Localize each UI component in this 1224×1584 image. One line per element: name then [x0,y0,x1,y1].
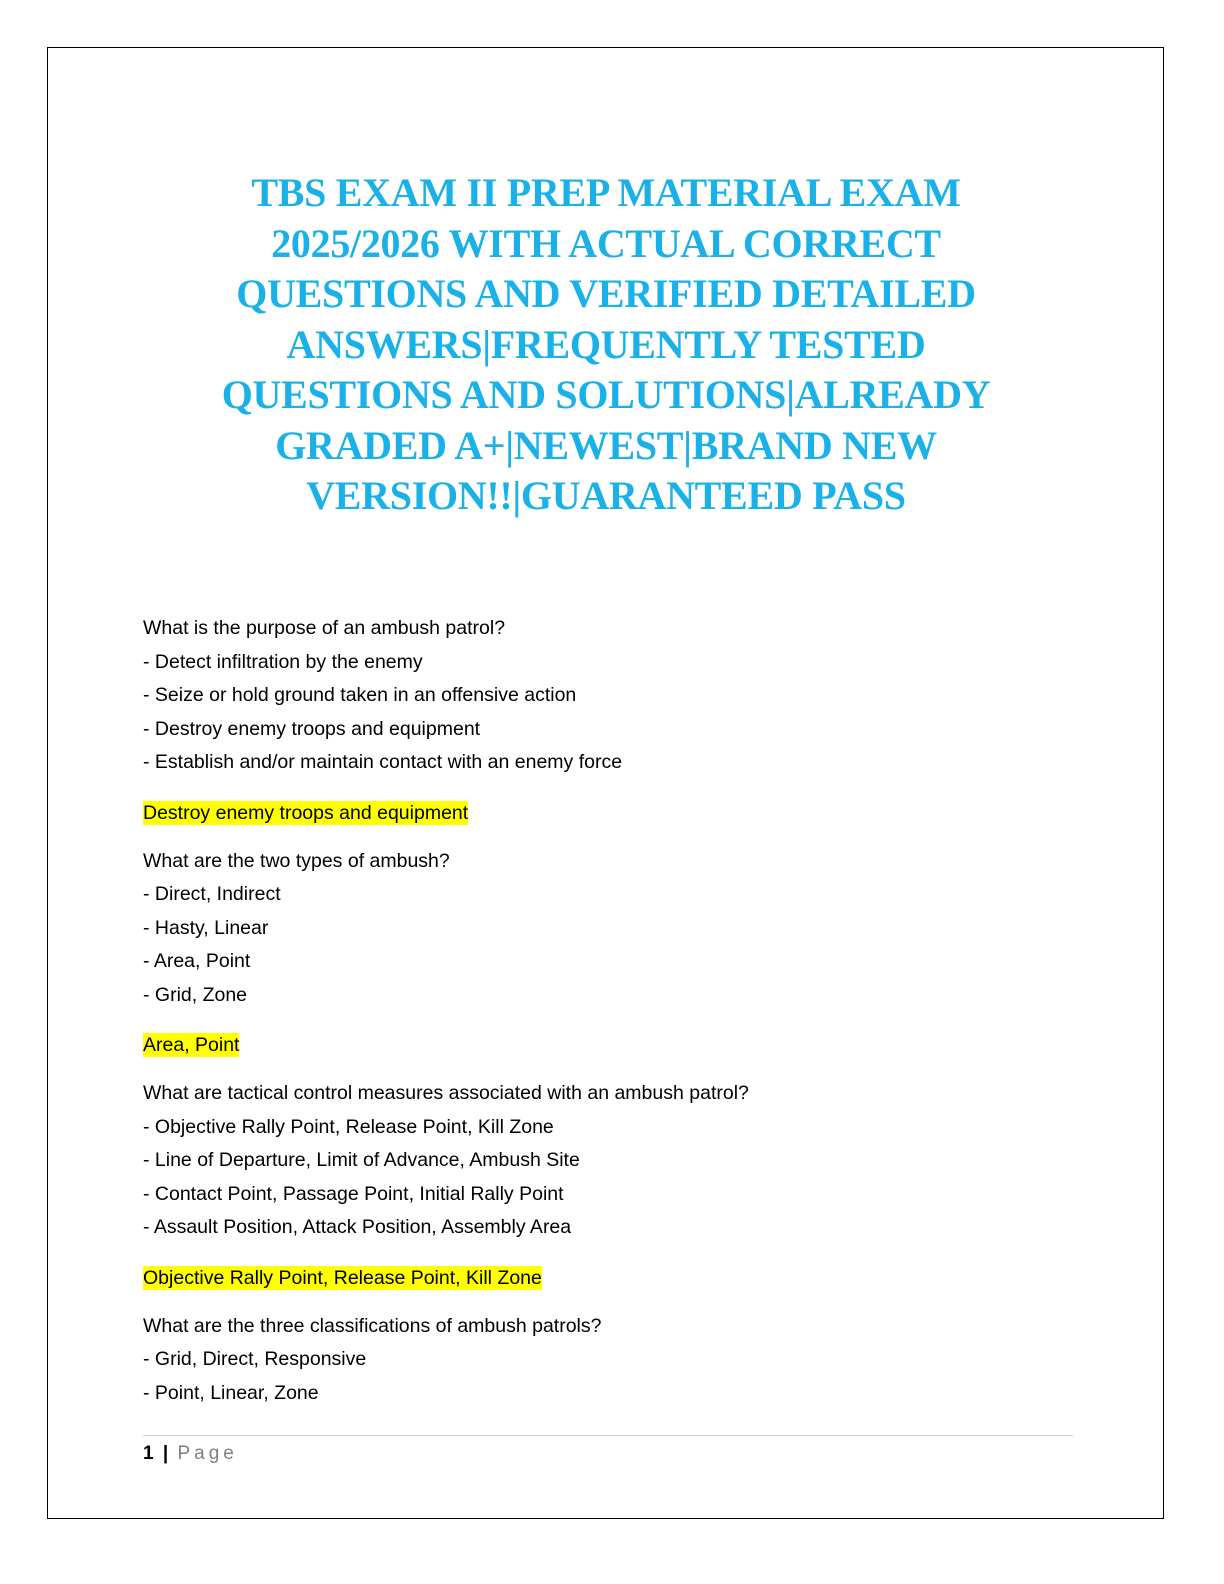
question-block [143,612,1083,830]
page-number: 1 [143,1443,154,1464]
title-line: GRADED A+|NEWEST|BRAND NEW [275,422,937,468]
correct-answer [143,796,1083,830]
question-text: What are tactical control measures associated with an ambush patrol? [143,1082,749,1104]
answer-option: - Assault Position, Attack Position, Assembly Area [143,1216,572,1238]
title-line: QUESTIONS AND VERIFIED DETAILED [236,271,976,316]
title-line: TBS EXAM II PREP MATERIAL EXAM [251,170,961,215]
answer-option: - Seize or hold ground taken in an offensive action [143,684,577,706]
footer-separator: | [162,1443,169,1464]
answer-option: - Direct, Indirect [143,883,281,905]
answer-option: - Line of Departure, Limit of Advance, Ambush Site [143,1149,580,1171]
title-line: VERSION!!|GUARANTEED PASS [306,473,906,518]
question-text: What are the two types of ambush? [143,849,450,872]
question-block [143,845,1083,1063]
answer-option: - Contact Point, Passage Point, Initial Rally Point [143,1182,564,1205]
page-label: Page [177,1443,238,1464]
title-line: ANSWERS|FREQUENTLY TESTED [286,321,926,367]
answer-option: - Area, Point [143,950,251,972]
question-text: What are the three classifications of ambush patrols? [143,1314,602,1337]
answer-option: - Objective Rally Point, Release Point, Kill Zone [143,1115,554,1138]
answer-option: - Hasty, Linear [143,916,269,939]
question-block [143,1310,1083,1411]
correct-answer [143,1261,1083,1295]
correct-answer [143,1028,1083,1062]
answer-option: - Grid, Direct, Responsive [143,1348,367,1370]
correct-answer-highlight: Destroy enemy troops and equipment [143,801,469,824]
title-line: 2025/2026 WITH ACTUAL CORRECT [271,220,941,266]
answer-option: - Point, Linear, Zone [143,1381,319,1404]
footer-divider [143,1435,1073,1436]
question-text: What is the purpose of an ambush patrol? [143,617,506,639]
correct-answer-highlight: Objective Rally Point, Release Point, Kill Zone [143,1266,542,1289]
correct-answer-highlight: Area, Point [143,1034,240,1056]
answer-option: - Establish and/or maintain contact with an enemy force [143,751,623,773]
answer-option: - Destroy enemy troops and equipment [143,717,481,740]
page-footer [143,1441,238,1467]
question-block [143,1077,1083,1295]
question-list [143,612,1083,1425]
answer-option: - Detect infiltration by the enemy [143,650,423,673]
answer-option: - Grid, Zone [143,983,248,1006]
title-line: QUESTIONS AND SOLUTIONS|ALREADY [221,372,991,417]
document-title [150,168,1062,522]
